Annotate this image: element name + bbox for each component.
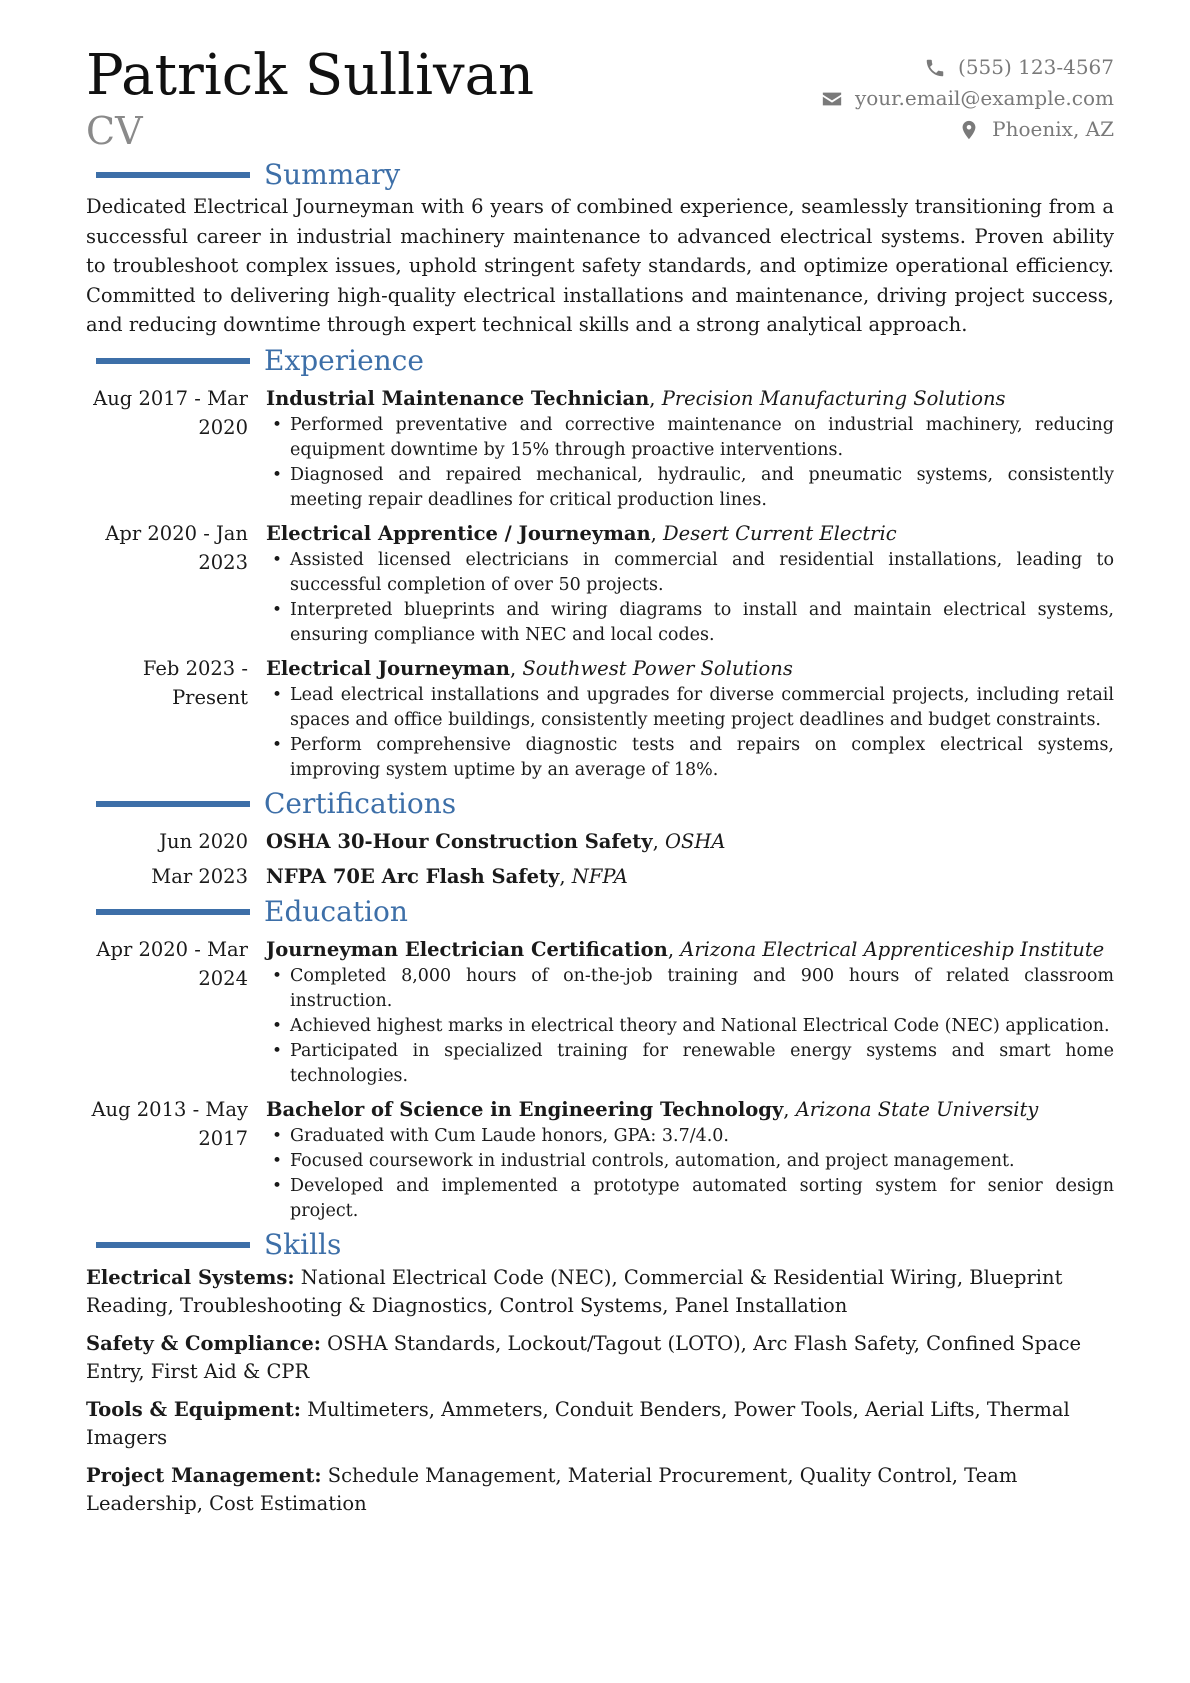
skill-items: Multimeters, Ammeters, Conduit Benders, Power Tools, Aerial Lifts, Thermal Imagers: [86, 1397, 1070, 1449]
skill-items: Schedule Management, Material Procurement, Quality Control, Team Leadership, Cost Estimation: [86, 1463, 1018, 1515]
skill-group: [86, 1462, 1114, 1518]
employer: Southwest Power Solutions: [522, 656, 793, 680]
skill-category: Tools & Equipment:: [86, 1397, 301, 1421]
institution: Arizona Electrical Apprenticeship Institute: [680, 937, 1105, 961]
entry-title-line: Electrical Apprentice / Journeyman, Desert Current Electric: [266, 521, 897, 545]
skill-category: Electrical Systems:: [86, 1265, 295, 1289]
education-entry: [86, 935, 1114, 1089]
bullet-item: • Perform comprehensive diagnostic tests and repairs on complex electrical systems, improving system uptime by an average of 18%.: [266, 733, 1114, 783]
entry-title-line: OSHA 30-Hour Construction Safety, OSHA: [266, 829, 726, 853]
bullet-item: • Focused coursework in industrial controls, automation, and project management.: [266, 1149, 1114, 1174]
employer: Precision Manufacturing Solutions: [661, 386, 1006, 410]
bullet-item: • Developed and implemented a prototype automated sorting system for senior design project.: [266, 1174, 1114, 1224]
entry-title-line: Industrial Maintenance Technician, Precision Manufacturing Solutions: [266, 386, 1006, 410]
section-title-education: Education: [264, 894, 408, 928]
bullet-item: • Performed preventative and corrective maintenance on industrial machinery, reducing equipment downtime by 15% through proactive interventions.: [266, 413, 1114, 463]
envelope-icon: [821, 88, 843, 110]
email-address: your.email@example.com: [854, 86, 1114, 110]
job-title: Industrial Maintenance Technician: [266, 386, 650, 410]
skill-category: Safety & Compliance:: [86, 1331, 321, 1355]
location-text: Phoenix, AZ: [992, 117, 1114, 141]
skill-items: OSHA Standards, Lockout/Tagout (LOTO), Arc Flash Safety, Confined Space Entry, First Aid & CPR: [86, 1331, 1082, 1383]
summary-text: Dedicated Electrical Journeyman with 6 years of combined experience, seamlessly transitioning from a successful career in industrial machinery maintenance to advanced electrical systems. Proven ability to troubleshoot complex issues, uphold stringent safety standards, and optimize operational efficiency. Committed to delivering high-quality electrical installations and maintenance, driving project success, and reducing downtime through expert technical skills and a strong analytical approach.: [86, 195, 1114, 336]
bullet-list: [266, 964, 1114, 1089]
contact-info: [821, 52, 1114, 145]
bullet-list: [266, 548, 1114, 648]
bullet-item: • Interpreted blueprints and wiring diagrams to install and maintain electrical systems, ensuring compliance with NEC and local codes.: [266, 598, 1114, 648]
bullet-list: [266, 413, 1114, 513]
entry-title-line: NFPA 70E Arc Flash Safety, NFPA: [266, 864, 628, 888]
section-title-certifications: Certifications: [264, 786, 457, 820]
certification-entry: [86, 862, 1114, 891]
bullet-item: • Assisted licensed electricians in commercial and residential installations, leading to successful completion of over 50 projects.: [266, 548, 1114, 598]
resume-header: [86, 44, 1114, 154]
entry-title-line: Bachelor of Science in Engineering Technology, Arizona State University: [266, 1097, 1039, 1121]
experience-entry: [86, 519, 1114, 648]
degree-title: Journeyman Electrician Certification: [266, 937, 668, 961]
map-pin-icon: [958, 119, 980, 141]
skill-group: [86, 1264, 1114, 1320]
skill-group: [86, 1396, 1114, 1452]
bullet-list: [266, 1124, 1114, 1224]
bullet-item: • Diagnosed and repaired mechanical, hydraulic, and pneumatic systems, consistently meeting repair deadlines for critical production lines.: [266, 463, 1114, 513]
job-title: Electrical Apprentice / Journeyman: [266, 521, 651, 545]
certification-issuer: OSHA: [664, 829, 726, 853]
entry-date: Aug 2013 - May 2017: [91, 1097, 248, 1150]
entry-title-line: Journeyman Electrician Certification, Arizona Electrical Apprenticeship Institute: [266, 937, 1105, 961]
phone-number: (555) 123-4567: [958, 55, 1114, 79]
document-label: CV: [86, 109, 143, 153]
skill-group: [86, 1330, 1114, 1386]
bullet-item: • Graduated with Cum Laude honors, GPA: 3.7/4.0.: [266, 1124, 1114, 1149]
skills-list: [86, 1264, 1114, 1518]
bullet-item: • Achieved highest marks in electrical theory and National Electrical Code (NEC) application.: [266, 1014, 1114, 1039]
employer: Desert Current Electric: [663, 521, 897, 545]
section-experience-header: [86, 344, 1114, 378]
experience-entry: [86, 654, 1114, 783]
section-rule: [96, 358, 250, 364]
entry-date: Mar 2023: [151, 864, 248, 888]
section-title-skills: Skills: [264, 1227, 342, 1261]
education-entry: [86, 1095, 1114, 1224]
institution: Arizona State University: [795, 1097, 1039, 1121]
entry-date: Feb 2023 - Present: [142, 656, 248, 709]
certification-title: OSHA 30-Hour Construction Safety: [266, 829, 653, 853]
bullet-list: [266, 683, 1114, 783]
contact-email[interactable]: [821, 83, 1114, 114]
bullet-item: • Participated in specialized training for renewable energy systems and smart home technologies.: [266, 1039, 1114, 1089]
resume-page: [86, 44, 1114, 1528]
section-rule: [96, 1242, 250, 1248]
section-certifications-header: [86, 787, 1114, 821]
section-rule: [96, 801, 250, 807]
contact-phone[interactable]: [821, 52, 1114, 83]
certification-issuer: NFPA: [571, 864, 628, 888]
job-title: Electrical Journeyman: [266, 656, 510, 680]
bullet-item: • Completed 8,000 hours of on-the-job training and 900 hours of related classroom instruction.: [266, 964, 1114, 1014]
skill-category: Project Management:: [86, 1463, 322, 1487]
entry-date: Apr 2020 - Jan 2023: [105, 521, 248, 574]
section-summary-header: [86, 158, 1114, 192]
section-rule: [96, 909, 250, 915]
entry-date: Aug 2017 - Mar 2020: [93, 386, 248, 439]
entry-date: Apr 2020 - Mar 2024: [96, 937, 248, 990]
contact-location: [821, 114, 1114, 145]
section-skills-header: [86, 1228, 1114, 1262]
certification-title: NFPA 70E Arc Flash Safety: [266, 864, 560, 888]
bullet-item: • Lead electrical installations and upgrades for diverse commercial projects, including retail spaces and office buildings, consistently meeting project deadlines and budget constraints.: [266, 683, 1114, 733]
entry-title-line: Electrical Journeyman, Southwest Power Solutions: [266, 656, 793, 680]
degree-title: Bachelor of Science in Engineering Technology: [266, 1097, 784, 1121]
section-education-header: [86, 895, 1114, 929]
experience-entry: [86, 384, 1114, 513]
candidate-name: Patrick Sullivan: [86, 43, 535, 108]
entry-date: Jun 2020: [159, 829, 248, 853]
section-rule: [96, 172, 250, 178]
section-title-experience: Experience: [264, 343, 424, 377]
certification-entry: [86, 827, 1114, 856]
section-title-summary: Summary: [264, 158, 401, 191]
phone-icon: [924, 57, 946, 79]
skill-items: National Electrical Code (NEC), Commercial & Residential Wiring, Blueprint Reading, Troubleshooting & Diagnostics, Control Systems, Panel Installation: [86, 1265, 1063, 1317]
